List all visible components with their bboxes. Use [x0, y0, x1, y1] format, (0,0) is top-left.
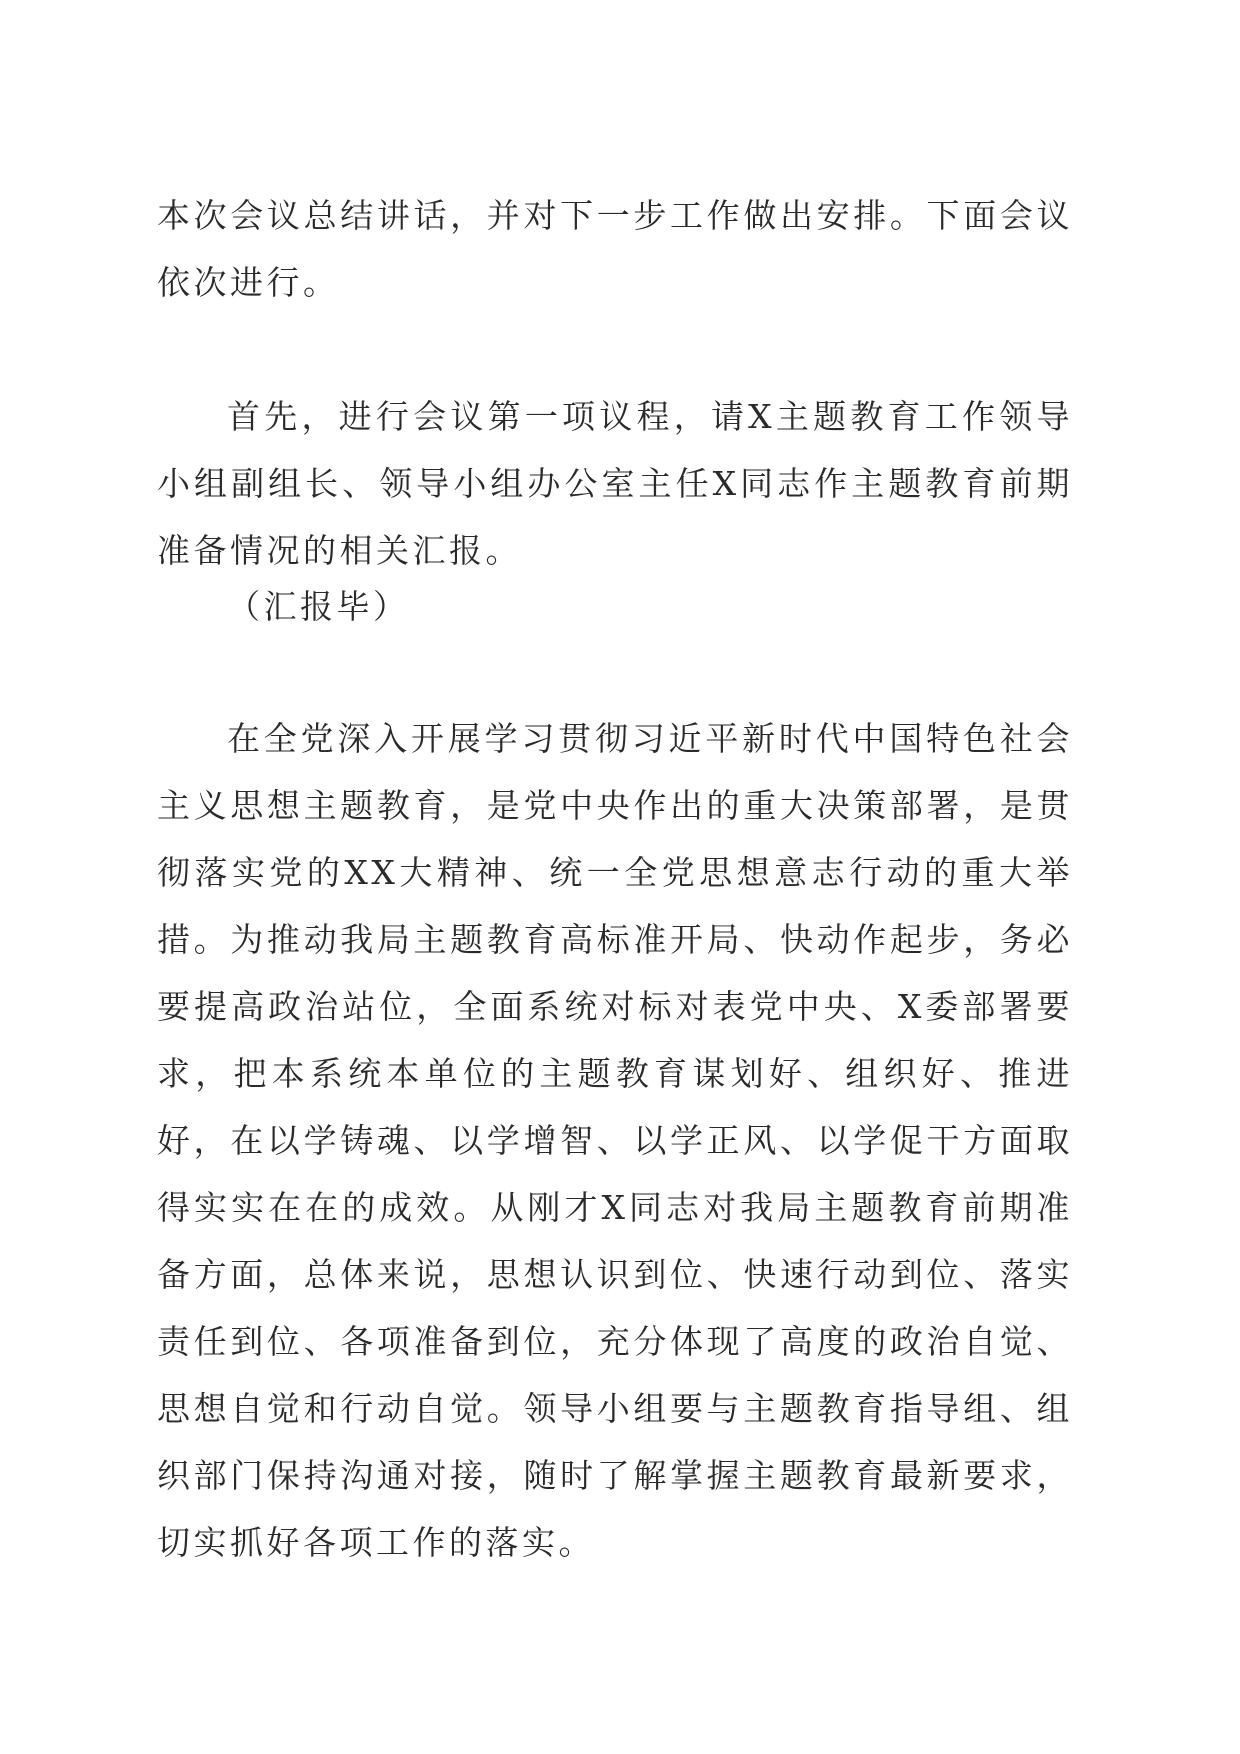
paragraph-theme-education-remarks: 在全党深入开展学习贯彻习近平新时代中国特色社会主义思想主题教育，是党中央作出的重大决策部署，是贯彻落实党的XX大精神、统一全党思想意志行动的重大举措。为推动我局主题教育高标准开局、快动作起步，务必要提高政治站位，全面系统对标对表党中央、X委部署要求，把本系统本单位的主题教育谋划好、组织好、推进好，在以学铸魂、以学增智、以学正风、以学促干方面取得实实在在的成效。从刚才X同志对我局主题教育前期准备方面，总体来说，思想认识到位、快速行动到位、落实责任到位、各项准备到位，充分体现了高度的政治自觉、思想自觉和行动自觉。领导小组要与主题教育指导组、组织部门保持沟通对接，随时了解掌握主题教育最新要求，切实抓好各项工作的落实。 [157, 719, 1073, 1562]
paragraph-report-end-note: （汇报毕） [227, 587, 410, 626]
paragraph-first-agenda: 首先，进行会议第一项议程，请X主题教育工作领导小组副组长、领导小组办公室主任X同志作主题教育前期准备情况的相关汇报。 [157, 397, 1073, 570]
paragraph-meeting-arrangement: 本次会议总结讲话，并对下一步工作做出安排。下面会议依次进行。 [157, 196, 1073, 302]
